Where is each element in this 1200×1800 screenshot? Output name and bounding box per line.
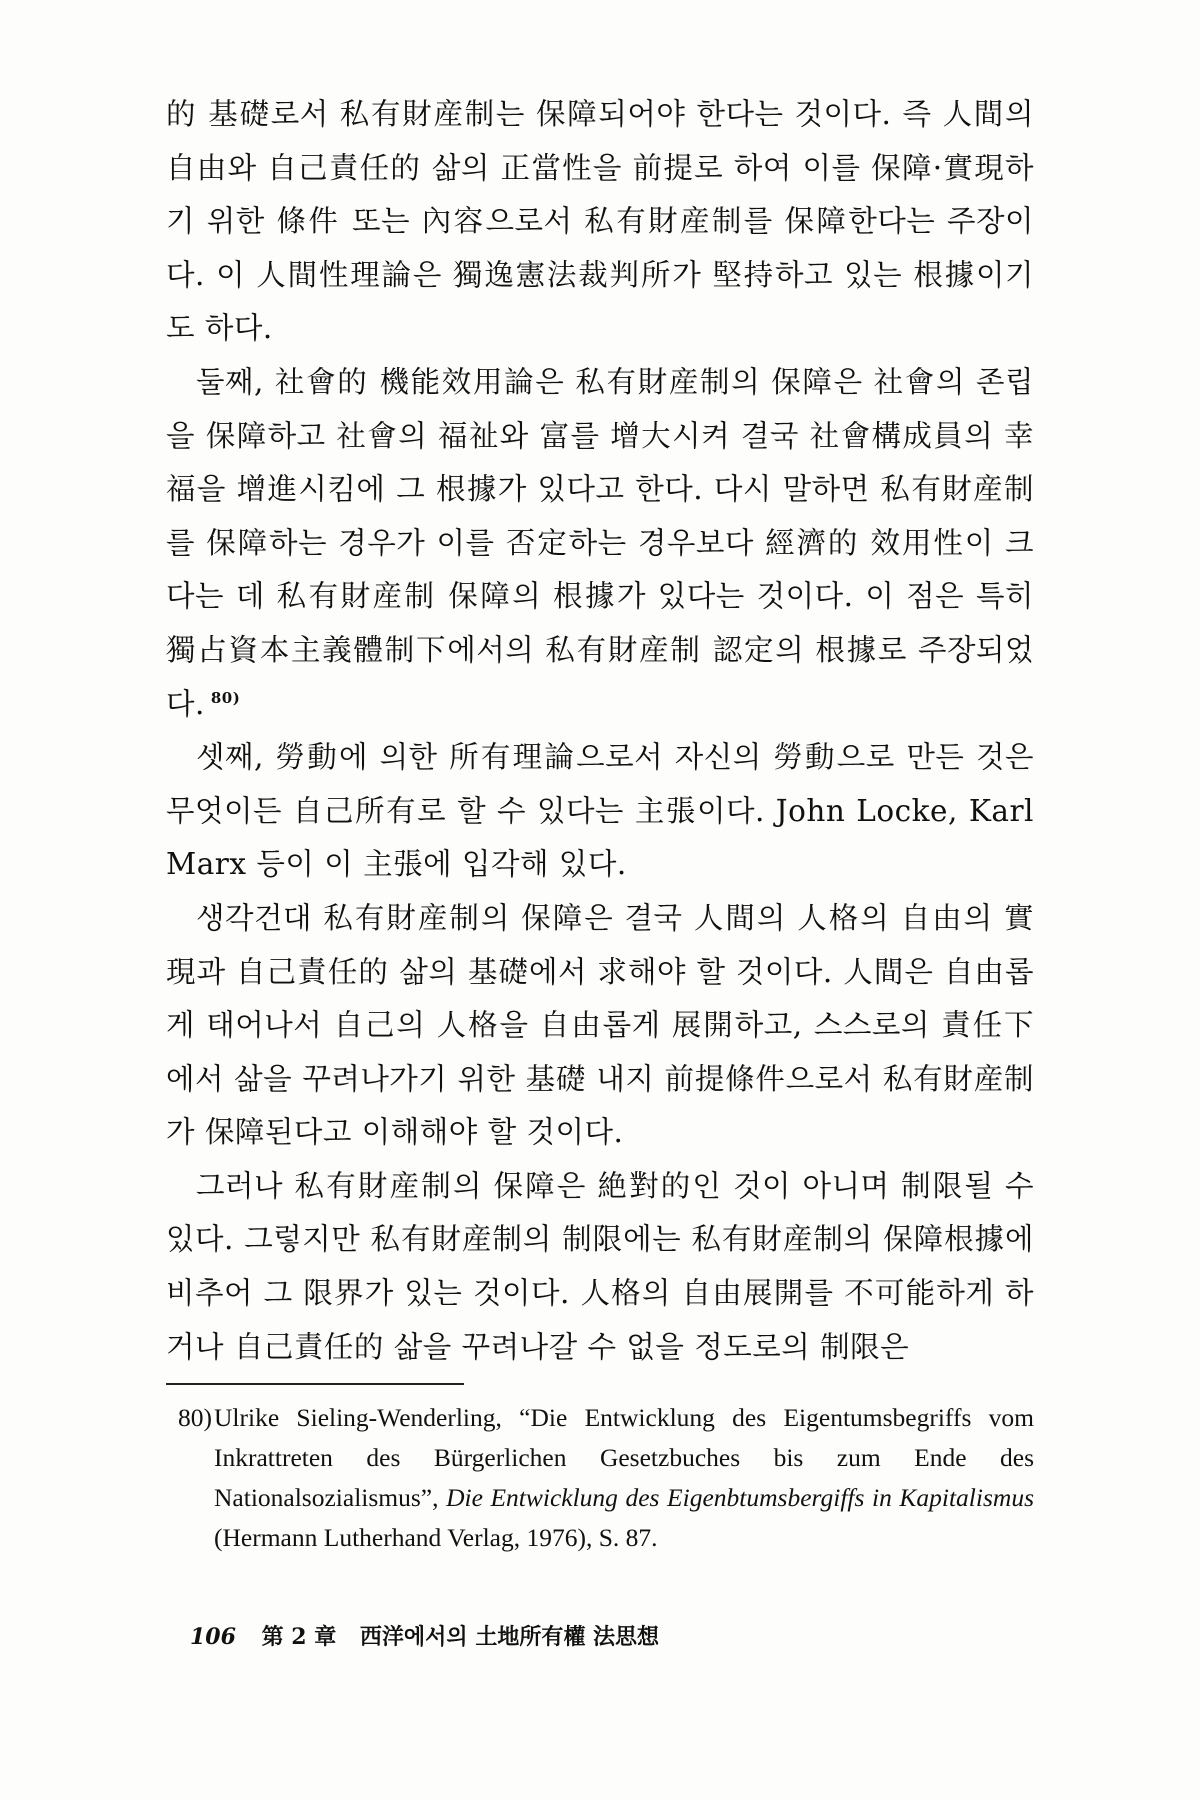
footnote-reference: 80) — [210, 688, 241, 707]
footnote-body — [214, 1398, 1034, 1558]
paragraph-1: 的 基礎로서 私有財産制는 保障되어야 한다는 것이다. 즉 人間의 自由와 自己責任的 삶의 正當性을 前提로 하여 이를 保障·實現하기 위한 條件 또는 內容으로서 私有財産制를 保障한다는 주장이다. 이 人間性理論은 獨逸憲法裁判所가 堅持하고 있는 根據이기도 하다. — [166, 97, 1034, 346]
footnote-text-a: Ulrike Sieling-Wenderling, “Die Entwicklung des Eigentumsbegriffs vom Inkrattreten des Bürgerlichen Gesetzbuches bis zum Ende des Nationalsozialismus”, — [214, 1403, 1034, 1512]
paragraph-5: 그러나 私有財産制의 保障은 絶對的인 것이 아니며 制限될 수 있다. 그렇지만 私有財産制의 制限에는 私有財産制의 保障根據에 비추어 그 限界가 있는 것이다. 人格의 自由展開를 不可能하게 하거나 自己責任的 삶을 꾸려나갈 수 없을 정도로의 制限은 — [166, 1168, 1034, 1364]
page-number: 106 — [190, 1624, 236, 1650]
paragraph-3: 셋째, 勞動에 의한 所有理論으로서 자신의 勞動으로 만든 것은 무엇이든 自己所有로 할 수 있다는 主張이다. John Locke, Karl Marx 등이 이 主張에 입각해 있다. — [166, 740, 1034, 882]
footnote-number: 80) — [178, 1403, 212, 1432]
footnote — [166, 1398, 1034, 1558]
footnote-text-b: (Hermann Lutherhand Verlag, 1976), S. 87. — [214, 1523, 658, 1552]
paragraph-2-text: 둘째, 社會的 機能效用論은 私有財産制의 保障은 社會의 존립을 保障하고 社會의 福祉와 富를 增大시켜 결국 社會構成員의 幸福을 增進시킴에 그 根據가 있다고 한다. 다시 말하면 私有財産制를 保障하는 경우가 이를 否定하는 경우보다 經濟的 效用性이 크다는 데 私有財産制 保障의 根據가 있다는 것이다. 이 점은 특히 獨占資本主義體制下에서의 私有財産制 認定의 根據로 주장되었다. — [166, 364, 1034, 721]
chapter-title: 西洋에서의 土地所有權 法思想 — [359, 1624, 659, 1650]
running-footer — [190, 1620, 659, 1651]
footnote-book-title: Die Entwicklung des Eigenbtumsbergiffs in Kapitalismus — [446, 1483, 1034, 1512]
paragraph-2 — [166, 356, 1034, 731]
footnote-divider — [166, 1383, 464, 1385]
chapter-label: 第 2 章 — [261, 1624, 337, 1650]
main-text — [166, 88, 1034, 1374]
paragraph-4: 생각건대 私有財産制의 保障은 결국 人間의 人格의 自由의 實現과 自己責任的 삶의 基礎에서 求해야 할 것이다. 人間은 自由롭게 태어나서 自己의 人格을 自由롭게 展開하고, 스스로의 責任下에서 삶을 꾸려나가기 위한 基礎 내지 前提條件으로서 私有財産制가 保障된다고 이해해야 할 것이다. — [166, 900, 1034, 1150]
